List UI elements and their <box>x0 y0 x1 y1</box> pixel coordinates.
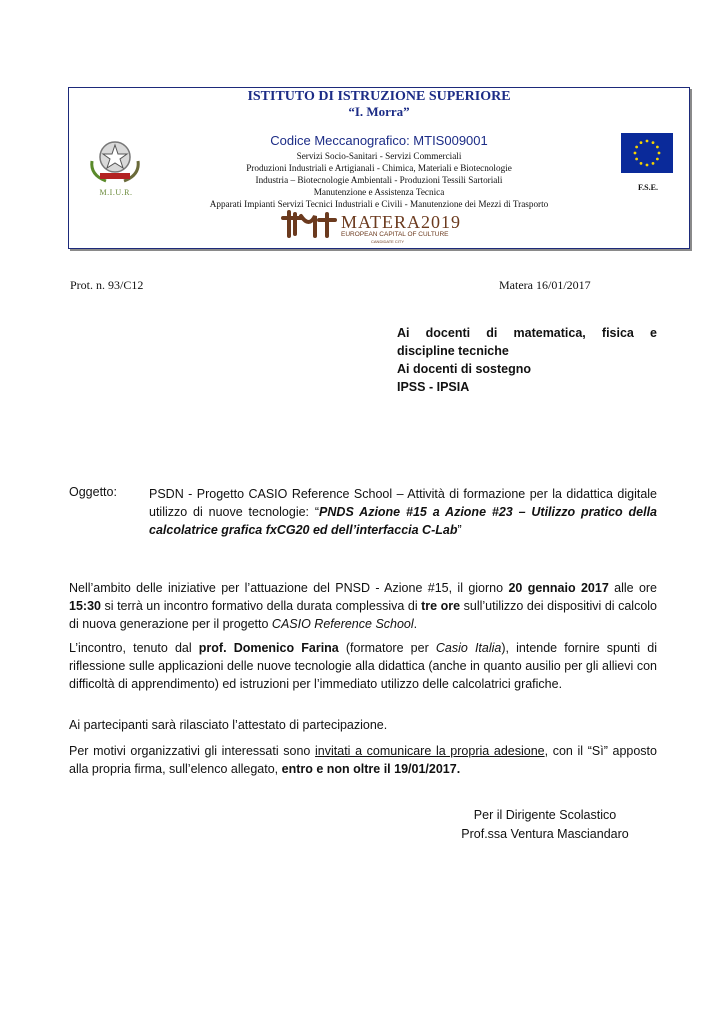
eu-star-icon <box>656 146 659 149</box>
subject-text: PSDN - Progetto CASIO Reference School – Attività di formazione per la didattica digitale utilizzo di nuove tecnologie: “PNDS Azione #15 a Azione #23 – Utilizzo pratico della calcolatrice grafica fxCG20 ed dell’interfaccia C-Lab” <box>149 487 657 537</box>
service-line: Apparati Impianti Servizi Tecnici Industriali e Civili - Manutenzione dei Mezzi di Trasporto <box>209 199 549 209</box>
paragraph-registration: Per motivi organizzativi gli interessati sono invitati a comunicare la propria adesione, con il “Sì” apposto alla propria firma, sull’elenco allegato, entro e non oltre il 19/01/2017. <box>69 744 657 776</box>
institute-title: ISTITUTO DI ISTRUZIONE SUPERIORE <box>247 89 511 104</box>
matera-logo-sub: EUROPEAN CAPITAL OF CULTURE <box>341 231 449 238</box>
eu-star-icon <box>640 141 643 144</box>
fse-label: F.S.E. <box>638 183 658 192</box>
service-line: Industria – Biotecnologie Ambientali - Produzioni Tessili Sartoriali <box>255 175 503 185</box>
eu-star-icon <box>656 158 659 161</box>
signature-title: Per il Dirigente Scolastico <box>473 808 617 822</box>
recipient-line: IPSS - IPSIA <box>397 380 470 394</box>
letterhead <box>68 87 690 249</box>
eu-star-icon <box>652 162 655 165</box>
miur-label: M.I.U.R. <box>99 188 133 197</box>
paragraph-announcement: Nell’ambito delle iniziative per l’attuazione del PNSD - Azione #15, il giorno 20 gennaio 2017 alle ore 15:30 si terrà un incontro formativo della durata complessiva di tre ore sull’utilizzo dei dispositivi di calcolo di nuova generazione per il progetto CASIO Reference School. <box>69 581 658 631</box>
eu-star-icon <box>646 140 649 143</box>
letter-date: Matera 16/01/2017 <box>499 278 591 292</box>
recipient-line: Ai docenti di matematica, fisica e <box>397 326 657 340</box>
eu-star-icon <box>646 164 649 167</box>
paragraph-certificate: Ai partecipanti sarà rilasciato l’attestato di partecipazione. <box>69 718 388 732</box>
recipients-block <box>397 324 657 396</box>
paragraph-trainer: L’incontro, tenuto dal prof. Domenico Farina (formatore per Casio Italia), intende fornire spunti di riflessione sulle applicazioni delle nuove tecnologie alla didattica (anche in quanto ausilio per gli allievi con difficoltà di apprendimento) ed istruzioni per l’immediato utilizzo delle calcolatrici grafiche. <box>69 641 658 691</box>
subject-label: Oggetto: <box>69 485 117 499</box>
eu-star-icon <box>634 152 637 155</box>
matera-2019-logo <box>279 206 479 244</box>
service-line: Manutenzione e Assistenza Tecnica <box>313 187 445 197</box>
eu-star-icon <box>635 158 638 161</box>
eu-flag-icon <box>621 133 673 173</box>
eu-star-icon <box>635 146 638 149</box>
eu-star-icon <box>640 162 643 165</box>
service-line: Produzioni Industriali e Artigianali - Chimica, Materiali e Biotecnologie <box>246 163 512 173</box>
protocol-number: Prot. n. 93/C12 <box>70 278 144 292</box>
recipient-line: discipline tecniche <box>397 344 509 358</box>
codice-meccanografico: Codice Meccanografico: MTIS009001 <box>270 133 488 148</box>
signature-name: Prof.ssa Ventura Masciandaro <box>461 827 629 841</box>
recipient-line: Ai docenti di sostegno <box>397 362 532 376</box>
eu-star-icon <box>658 152 661 155</box>
matera-logo-sub2: CANDIDATE CITY <box>371 239 405 244</box>
matera-logo-text: MATERA2019 <box>341 212 462 232</box>
eu-star-icon <box>652 141 655 144</box>
institute-name: “I. Morra” <box>348 104 410 119</box>
service-line: Servizi Socio-Sanitari - Servizi Commerciali <box>296 151 462 161</box>
